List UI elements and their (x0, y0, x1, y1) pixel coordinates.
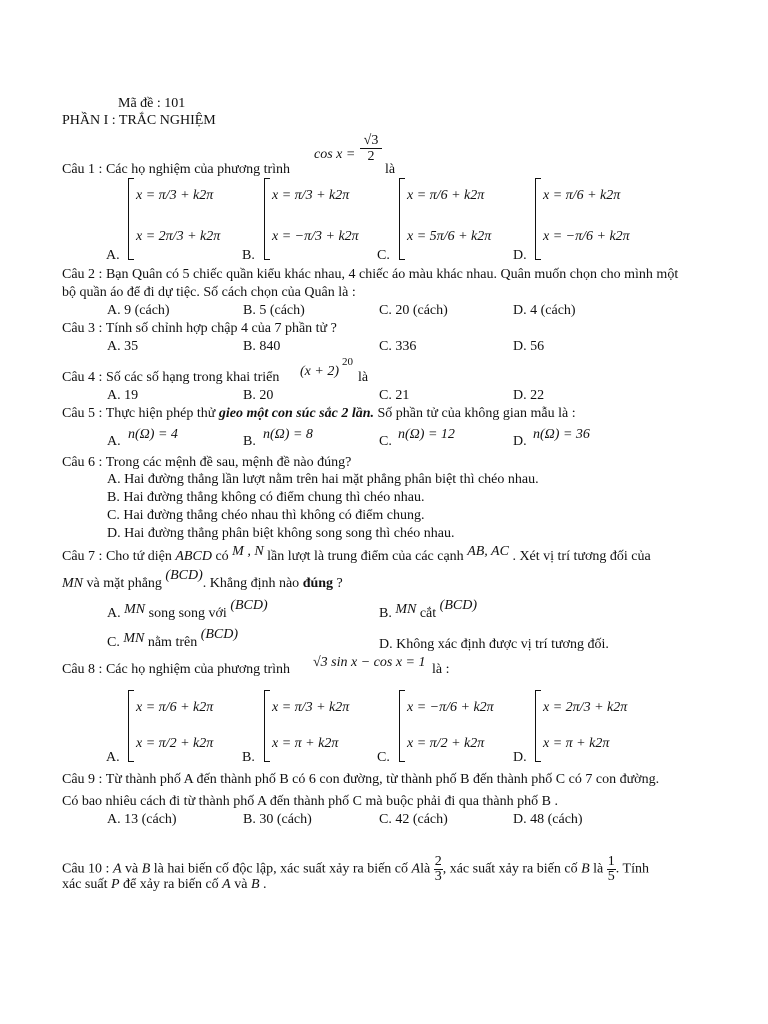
q1-label-a[interactable]: A. (106, 248, 120, 263)
q10-frac1 (434, 855, 443, 884)
q10-b2: B (581, 861, 590, 877)
q7-p2: có (215, 549, 229, 564)
q1-option-d-line-2: x = −π/6 + k2π (543, 229, 630, 244)
q4-exponent: 20 (342, 356, 353, 368)
q4-expr: (x + 2) (300, 364, 339, 379)
q3-option-d[interactable]: D. 56 (513, 339, 545, 354)
q1-tail: là (385, 162, 396, 177)
q10-l2-p2: để xảy ra biến cố (123, 877, 219, 892)
q2-option-c[interactable]: C. 20 (cách) (379, 303, 448, 318)
q10-p2: và (125, 861, 139, 877)
q4-option-d[interactable]: D. 22 (513, 388, 545, 403)
q10-p7: . Tính (615, 861, 649, 877)
q5-line (62, 406, 576, 421)
q10-f1-den: 3 (434, 869, 442, 884)
q3-text: Câu 3 : Tính số chỉnh hợp chập 4 của 7 phần tử ? (62, 321, 337, 336)
q9-option-b[interactable]: B. 30 (cách) (243, 812, 312, 827)
q7-p6: . Khẳng định nào (202, 576, 300, 591)
q2-line1: Câu 2 : Bạn Quân có 5 chiếc quần kiểu khác nhau, 4 chiếc áo màu khác nhau. Quân muốn chọn cho mình một (62, 267, 679, 282)
q6-text: Câu 6 : Trong các mệnh đề sau, mệnh đề nào đúng? (62, 455, 352, 470)
q6-option-a[interactable]: A. Hai đường thẳng lần lượt nằm trên hai mặt phẳng phân biệt thì chéo nhau. (107, 472, 539, 487)
q1-option-d-line-1: x = π/6 + k2π (543, 188, 621, 203)
q1-option-c-line-2: x = 5π/6 + k2π (407, 229, 492, 244)
q10-a2: A (411, 861, 421, 877)
q6-option-b[interactable]: B. Hai đường thẳng không có điểm chung thì chéo nhau. (107, 490, 425, 505)
q8-label-b[interactable]: B. (242, 750, 255, 765)
q1-label-b[interactable]: B. (242, 248, 255, 263)
q8-option-d-line-1: x = 2π/3 + k2π (543, 700, 628, 715)
q8-option-a-bracket[interactable] (128, 690, 129, 762)
q7-a-bcd: (BCD) (230, 598, 268, 613)
q1-option-b-line-1: x = π/3 + k2π (272, 188, 350, 203)
q2-option-b[interactable]: B. 5 (cách) (243, 303, 305, 318)
q10-b3: B (250, 877, 260, 892)
q1-option-a-line-2: x = 2π/3 + k2π (136, 229, 221, 244)
q8-option-c-bracket[interactable] (399, 690, 400, 762)
q8-option-b-line-2: x = π + k2π (272, 736, 339, 751)
q7-option-a[interactable] (107, 598, 268, 621)
q7-bcd: (BCD) (165, 568, 203, 583)
q5-option-b[interactable]: n(Ω) = 8 (263, 427, 313, 442)
q10-p1: Câu 10 : (62, 861, 110, 877)
q7-p1: Câu 7 : Cho tứ diện (62, 549, 172, 564)
q8-option-b-line-1: x = π/3 + k2π (272, 700, 350, 715)
q7-abcd: ABCD (175, 549, 212, 564)
q8-option-c-line-1: x = −π/6 + k2π (407, 700, 494, 715)
q1-eq-lhs: cos x = (314, 147, 356, 162)
q5-label-b[interactable]: B. (243, 434, 256, 449)
q5-option-d[interactable]: n(Ω) = 36 (533, 427, 590, 442)
q1-option-d-bracket[interactable] (535, 178, 536, 260)
q1-option-a-bracket[interactable] (128, 178, 129, 260)
q7-a-rel: song song với (148, 606, 227, 621)
q2-line2: bộ quần áo để đi dự tiệc. Số cách chọn của Quân là : (62, 285, 356, 300)
q10-l2-p1: xác suất (62, 877, 108, 892)
q1-label-c[interactable]: C. (377, 248, 390, 263)
q7-b-label: B. (379, 606, 392, 621)
q1-option-b-line-2: x = −π/3 + k2π (272, 229, 359, 244)
q4-option-c[interactable]: C. 21 (379, 388, 410, 403)
q1-eq-den: 2 (367, 149, 375, 165)
q8-option-d-line-2: x = π + k2π (543, 736, 610, 751)
q7-a-label: A. (107, 606, 121, 621)
q4-tail: là (358, 370, 369, 385)
q9-option-a[interactable]: A. 13 (cách) (107, 812, 177, 827)
q10-p6: là (593, 861, 604, 877)
q8-option-c-line-2: x = π/2 + k2π (407, 736, 485, 751)
q3-option-a[interactable]: A. 35 (107, 339, 139, 354)
q10-l2-p3: và (234, 877, 248, 892)
q6-option-c[interactable]: C. Hai đường thẳng chéo nhau thì không có điểm chung. (107, 508, 425, 523)
q10-p5: , xác suất xảy ra biến cố (442, 861, 578, 877)
q2-option-d[interactable]: D. 4 (cách) (513, 303, 576, 318)
q5-label-c[interactable]: C. (379, 434, 392, 449)
q8-option-a-line-2: x = π/2 + k2π (136, 736, 214, 751)
q10-p3: là hai biến cố độc lập, xác suất xảy ra biến cố (153, 861, 409, 877)
q5-option-a[interactable]: n(Ω) = 4 (128, 427, 178, 442)
q7-option-b[interactable] (379, 598, 477, 621)
q4-option-a[interactable]: A. 19 (107, 388, 139, 403)
q8-eq: √3 sin x − cos x = 1 (313, 655, 426, 670)
q1-option-b-bracket[interactable] (264, 178, 265, 260)
q5-bold: gieo một con súc sắc 2 lần. (218, 406, 375, 421)
q5-prefix: Câu 5 : Thực hiện phép thử (62, 406, 216, 421)
exam-code: Mã đề : 101 (118, 96, 186, 111)
q7-p4: . Xét vị trí tương đối của (512, 549, 651, 564)
section-title: PHẦN I : TRẮC NGHIỆM (62, 113, 216, 128)
q8-label-d[interactable]: D. (513, 750, 527, 765)
q7-option-d[interactable]: D. Không xác định được vị trí tương đối. (379, 637, 609, 652)
q7-c-mn: MN (123, 631, 145, 646)
q7-edges: AB, AC (467, 544, 509, 559)
q7-line2 (62, 568, 343, 591)
q8-option-b-bracket[interactable] (264, 690, 265, 762)
q4-text: Câu 4 : Số các số hạng trong khai triển (62, 370, 280, 385)
q8-label-a[interactable]: A. (106, 750, 120, 765)
q10-a3: A (222, 877, 231, 892)
q10-p: P (110, 877, 120, 892)
q10-frac2 (607, 855, 616, 884)
q7-b-rel: cắt (419, 606, 437, 621)
q1-option-a-line-1: x = π/3 + k2π (136, 188, 214, 203)
q2-option-a[interactable]: A. 9 (cách) (107, 303, 170, 318)
q7-c-bcd: (BCD) (200, 627, 239, 642)
q3-option-c[interactable]: C. 336 (379, 339, 417, 354)
q7-a-mn: MN (124, 602, 146, 617)
q1-option-c-line-1: x = π/6 + k2π (407, 188, 485, 203)
q1-option-c-bracket[interactable] (399, 178, 400, 260)
q7-c-label: C. (107, 635, 120, 650)
q7-mn-points: M , N (232, 544, 264, 559)
q7-c-rel: nằm trên (147, 635, 198, 650)
q8-option-d-bracket[interactable] (535, 690, 536, 762)
q5-option-c[interactable]: n(Ω) = 12 (398, 427, 455, 442)
q7-b-bcd: (BCD) (439, 598, 477, 613)
q7-p7: ? (336, 576, 343, 591)
q7-line1 (62, 544, 651, 564)
q9-line1: Câu 9 : Từ thành phố A đến thành phố B có 6 con đường, từ thành phố B đến thành phố C có 7 con đường. (62, 772, 660, 787)
q10-b: B (141, 861, 151, 877)
q10-f2-num: 1 (607, 854, 615, 869)
q10-p4: là (420, 861, 431, 877)
q7-mn: MN (62, 576, 83, 591)
q10-a: A (112, 861, 122, 877)
q7-p5: và mặt phẳng (86, 576, 162, 591)
q8-text: Câu 8 : Các họ nghiệm của phương trình (62, 662, 291, 677)
q7-bold: đúng (302, 576, 334, 591)
q10-l2-p4: . (263, 877, 267, 892)
q7-b-mn: MN (395, 602, 417, 617)
q4-option-b[interactable]: B. 20 (243, 388, 274, 403)
q7-p3: lần lượt là trung điểm của các cạnh (267, 549, 464, 564)
q6-option-d[interactable]: D. Hai đường thẳng phân biệt không song song thì chéo nhau. (107, 526, 455, 541)
q5-label-d[interactable]: D. (513, 434, 527, 449)
q7-option-c[interactable] (107, 627, 239, 650)
q1-text: Câu 1 : Các họ nghiệm của phương trình (62, 162, 291, 177)
q10-f1-num: 2 (434, 854, 442, 869)
q1-eq-num: √3 (360, 133, 382, 149)
q9-option-c[interactable]: C. 42 (cách) (379, 812, 448, 827)
q9-line2: Có bao nhiêu cách đi từ thành phố A đến thành phố C mà buộc phải đi qua thành phố B . (62, 794, 558, 809)
q1-eq-fraction (360, 133, 382, 165)
q3-option-b[interactable]: B. 840 (243, 339, 281, 354)
q8-option-a-line-1: x = π/6 + k2π (136, 700, 214, 715)
q5-suffix: Số phần tử của không gian mẫu là : (377, 406, 576, 421)
q8-tail: là : (432, 662, 450, 677)
q10-f2-den: 5 (607, 869, 615, 884)
q1-label-d[interactable]: D. (513, 248, 527, 263)
q8-label-c[interactable]: C. (377, 750, 390, 765)
q10-line2 (62, 877, 267, 892)
q9-option-d[interactable]: D. 48 (cách) (513, 812, 583, 827)
q5-label-a[interactable]: A. (107, 434, 121, 449)
